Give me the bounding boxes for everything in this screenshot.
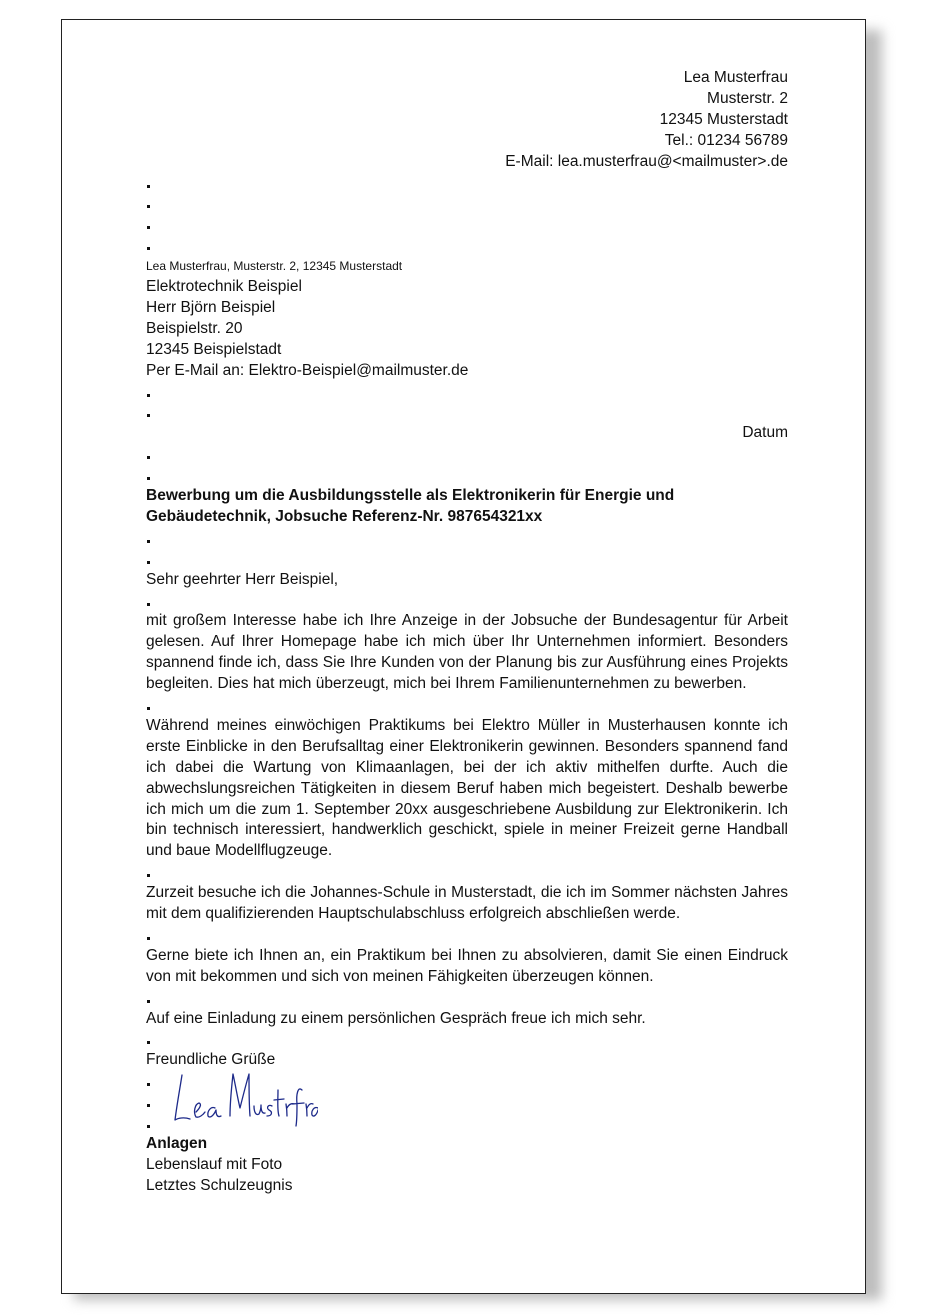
sender-phone: Tel.: 01234 56789 (664, 131, 788, 149)
paragraph-mark (146, 862, 788, 883)
recipient-block (146, 277, 788, 382)
paragraph-mark (146, 591, 788, 612)
paragraph-mark (146, 1113, 788, 1134)
sender-street: Musterstr. 2 (707, 89, 788, 107)
body-paragraph: mit großem Interesse habe ich Ihre Anzeige in der Jobsuche der Bundesagentur für Arbeit gelesen. Auf Ihrer Homepage habe ich mich über Ihr Unternehmen informiert. Besonders spannend finde ich, dass Sie Ihre Kunden von der Planung bis zur Ausführung eines Projekts begleiten. Dies hat mich überzeugt, mich bei Ihrem Familienunternehmen zu bewerben. (146, 612, 788, 693)
attachment-item: Lebenslauf mit Foto (146, 1155, 283, 1173)
recipient-city: 12345 Beispielstadt (146, 340, 282, 358)
sender-city: 12345 Musterstadt (659, 110, 788, 128)
body-paragraph: Zurzeit besuche ich die Johannes-Schule in Musterstadt, die ich im Sommer nächsten Jahres mit dem qualifizierenden Hauptschulabschluss erfolgreich abschließen werde. (146, 884, 788, 923)
body-paragraph: Während meines einwöchigen Praktikums bei Elektro Müller in Musterhausen konnte ich erste Einblicke in den Berufsalltag einer Elektronikerin gewinnen. Besonders spannend fand ich dabei die Wartung von Klimaanlagen, bei der ich aktiv mithelfen durfte. Auch die abwechslungsreichen Tätigkeiten in diesem Beruf haben mich begeistert. Deshalb bewerbe ich mich um die zum 1. September 20xx ausgeschriebene Ausbildung zur Elektronikerin. Ich bin technisch interessiert, handwerklich geschickt, spiele in meiner Freizeit gerne Handball und baue Modellflugzeuge. (146, 716, 788, 860)
subject-line-2: Gebäudetechnik, Jobsuche Referenz-Nr. 987654321xx (146, 507, 543, 525)
body-paragraph: Gerne biete ich Ihnen an, ein Praktikum bei Ihnen zu absolvieren, damit Sie einen Eindruck von mit bekommen und sich von meinen Fähigkeiten überzeugen können. (146, 946, 788, 985)
paragraph-mark (146, 214, 788, 235)
paragraph-mark (146, 695, 788, 716)
paragraph-mark (146, 444, 788, 465)
paragraph-mark (146, 1070, 788, 1113)
recipient-company: Elektrotechnik Beispiel (146, 278, 302, 295)
body-paragraph: Auf eine Einladung zu einem persönlichen Gespräch freue ich mich sehr. (146, 1009, 646, 1027)
attachments-heading: Anlagen (146, 1134, 208, 1152)
recipient-email: Per E-Mail an: Elektro-Beispiel@mailmuster.de (146, 361, 469, 379)
paragraph-mark (146, 402, 788, 423)
paragraph-mark (146, 925, 788, 946)
salutation: Sehr geehrter Herr Beispiel, (146, 570, 339, 588)
letter-page (61, 19, 866, 1294)
paragraph-mark (146, 549, 788, 570)
letter-content (146, 68, 788, 1197)
paragraph-mark (146, 193, 788, 214)
sender-name: Lea Musterfrau (683, 69, 788, 86)
paragraph-mark (146, 382, 788, 403)
recipient-person: Herr Björn Beispiel (146, 298, 276, 316)
paragraph-mark (146, 465, 788, 486)
signature-text: Lea Musterfrau (168, 1070, 175, 1072)
paragraph-mark (146, 528, 788, 549)
date: Datum (742, 424, 788, 442)
sender-email: E-Mail: lea.musterfrau@<mailmuster>.de (505, 152, 788, 170)
subject-line-1: Bewerbung um die Ausbildungsstelle als Elektronikerin für Energie und (146, 487, 675, 504)
paragraph-mark (146, 235, 788, 256)
subject-line (146, 486, 788, 528)
attachment-item: Letztes Schulzeugnis (146, 1176, 293, 1194)
paragraph-mark (146, 1029, 788, 1050)
closing: Freundliche Grüße (146, 1051, 276, 1069)
paragraph-mark (146, 988, 788, 1009)
return-address: Lea Musterfrau, Musterstr. 2, 12345 Musterstadt (146, 259, 403, 274)
paragraph-mark (146, 173, 788, 194)
sender-block (146, 68, 788, 173)
recipient-street: Beispielstr. 20 (146, 319, 243, 337)
